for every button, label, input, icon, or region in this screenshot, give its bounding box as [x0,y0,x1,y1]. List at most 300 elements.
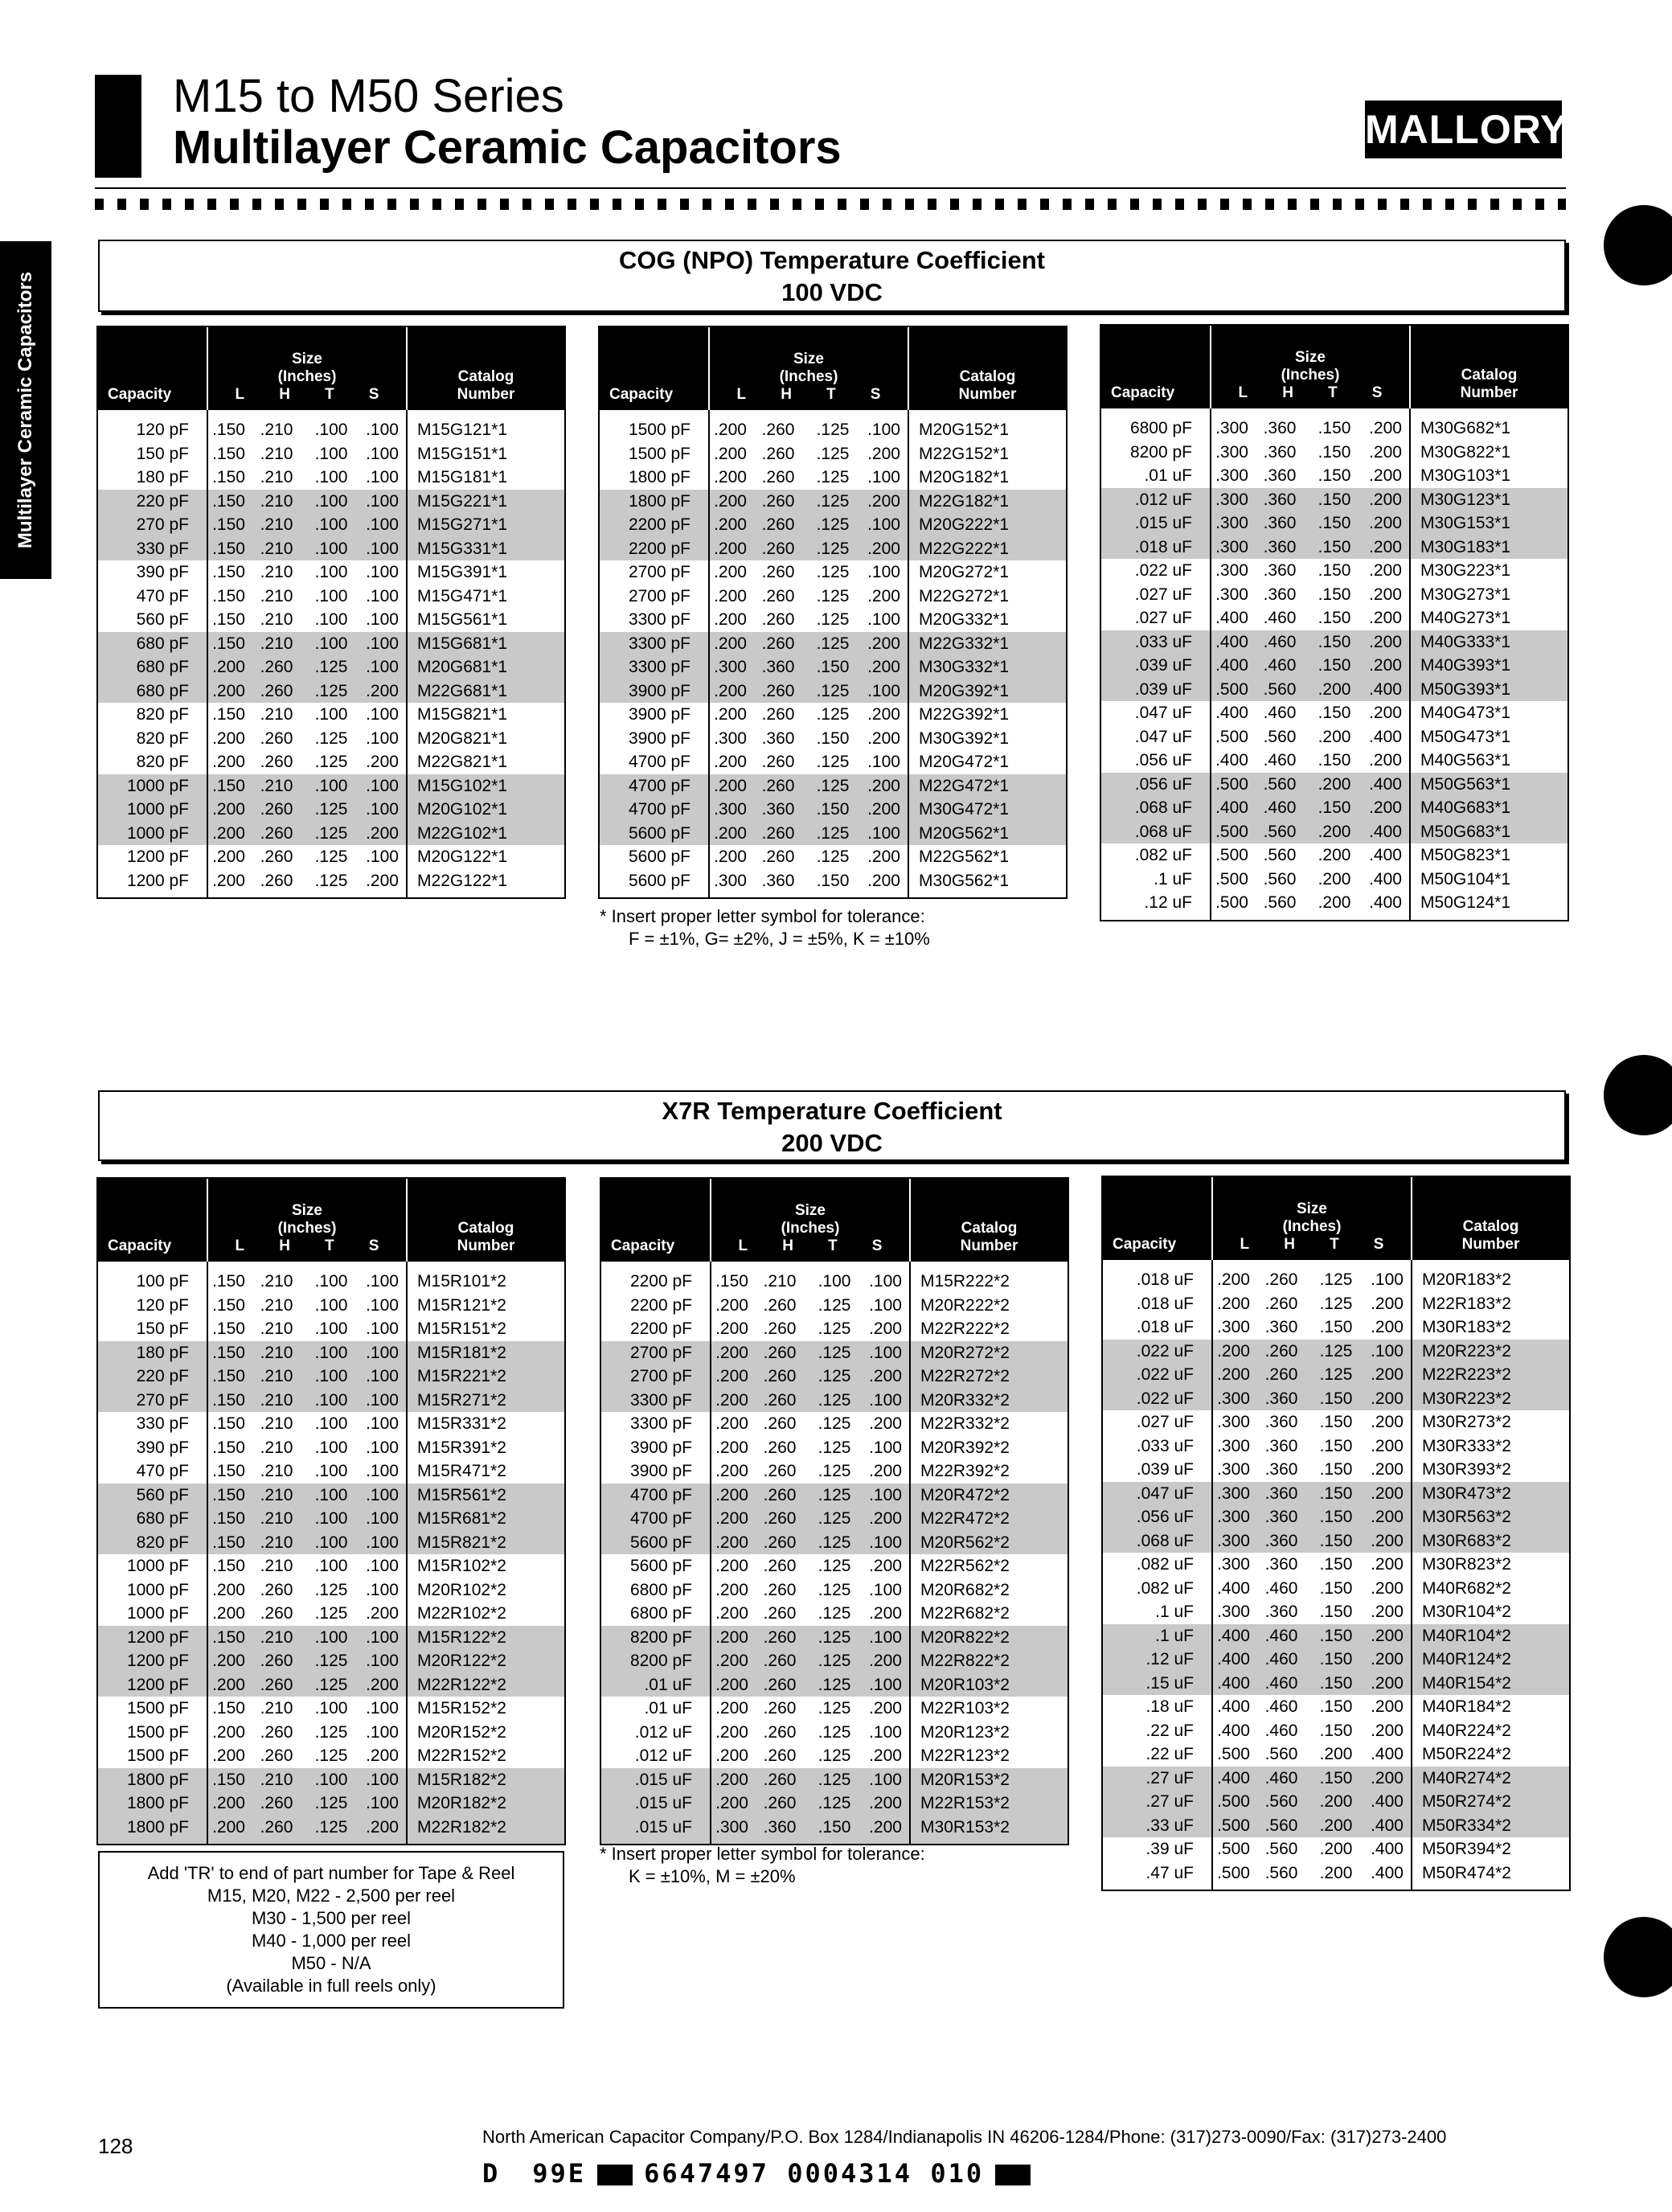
cell-h: .360 [752,1816,807,1845]
cell-h: .260 [249,822,304,846]
cell-h: .260 [752,1768,807,1792]
cell-t: .125 [1319,1270,1353,1289]
col-catalog-unit: Number [1460,384,1518,401]
cell-l: .500 [1211,725,1252,749]
cell-s: .100 [867,421,900,439]
cell-h: .260 [1264,1294,1298,1313]
table-row [98,1649,564,1673]
cell-catalog: M50R334*2 [1412,1814,1569,1838]
cell-catalog: M20R392*2 [910,1436,1068,1460]
cell-t: .150 [1319,1436,1353,1455]
cell-t: .125 [807,1531,862,1555]
cell-l: .200 [1212,1292,1254,1316]
cell-t: .100 [314,586,348,605]
cell-h: .260 [763,1722,797,1742]
table-row [98,1484,564,1508]
cell-catalog: M20G681*1 [407,655,564,679]
cell-l: .150 [207,1436,249,1460]
cell-capacity: 1000 pF [98,822,207,846]
cell-capacity: .068 uF [1101,796,1211,820]
table-row [600,585,1066,609]
cell-t: .125 [314,1722,348,1742]
table-row [601,1697,1068,1721]
table-row [98,1436,564,1460]
cell-capacity: .27 uF [1103,1790,1212,1814]
cell-capacity: .33 uF [1103,1814,1212,1838]
cell-l: .300 [709,727,751,751]
cell-capacity: 3900 pF [629,1462,692,1480]
x7r-table-2 [600,1177,1069,1845]
cell-h: .360 [1254,1387,1309,1411]
cell-s: .400 [1371,1863,1404,1882]
cell-t: .150 [1318,585,1351,604]
col-capacity: Capacity [98,1179,207,1262]
cell-s: .200 [867,444,900,463]
cell-h: .260 [260,1604,293,1623]
col-t: T [325,386,334,403]
cell-h: .210 [249,537,304,561]
cell-capacity: 1200 pF [98,1649,207,1673]
cell-s: .200 [1363,1387,1412,1411]
table-row [601,1484,1068,1508]
cell-h: .260 [752,1673,807,1697]
cell-h: .560 [1254,1814,1309,1838]
cell-catalog: M20R183*2 [1412,1260,1569,1292]
cell-capacity: 330 pF [136,1414,189,1433]
col-size [709,327,908,410]
table-row [98,1341,564,1365]
cell-l: .400 [1212,1624,1254,1648]
table-row [1103,1434,1569,1459]
table-row [98,1578,564,1603]
cell-l: .400 [1211,749,1252,773]
cell-s: .200 [867,586,900,605]
cell-t: .100 [304,774,359,798]
cell-t: .125 [818,1557,851,1575]
cell-catalog: M15G681*1 [407,632,564,656]
cell-l: .200 [207,798,249,822]
cell-h: .260 [249,1816,304,1845]
cell-t: .125 [818,1699,851,1717]
cell-t: .125 [805,822,860,846]
cell-catalog: M20R123*2 [910,1721,1068,1745]
table-row [1101,408,1568,441]
table-row [98,774,564,798]
cell-catalog: M22R822*2 [910,1649,1068,1673]
cell-catalog: M30R333*2 [1412,1434,1569,1459]
cell-t: .125 [818,1746,851,1765]
col-size-unit: (Inches) [277,368,337,385]
cell-s: .100 [366,468,399,486]
table-row [600,490,1066,514]
table-row [1101,654,1568,678]
cell-l: .150 [207,703,249,727]
col-catalog-label: Catalog [457,368,514,385]
cell-l: .150 [207,1507,249,1531]
cell-t: .150 [1318,442,1351,462]
cell-h: .560 [1252,820,1307,844]
cell-l: .200 [711,1436,752,1460]
cell-h: .360 [1264,1436,1298,1455]
cell-t: .150 [1319,1578,1353,1598]
cell-s: .100 [359,1365,407,1389]
col-capacity: Capacity [601,1179,711,1262]
cell-s: .200 [1363,1363,1412,1387]
cell-h: .210 [249,1484,304,1508]
cell-l: .500 [1211,773,1252,797]
cell-l: .300 [1211,464,1252,488]
cell-capacity: .068 uF [1101,820,1211,844]
cell-capacity: 2200 pF [600,537,709,561]
cell-catalog: M20R562*2 [910,1531,1068,1555]
title-bar-block [95,75,141,178]
cell-t: .150 [805,655,860,679]
cell-l: .200 [709,679,751,704]
cell-l: .150 [207,774,249,798]
cell-s: .100 [366,586,399,605]
cell-catalog: M22G821*1 [407,750,564,774]
table-row [98,1791,564,1816]
cell-t: .125 [807,1341,862,1365]
cell-l: .150 [207,1554,249,1578]
cell-capacity: 1500 pF [628,421,691,439]
print-code-b: 99E [532,2158,587,2189]
cell-s: .200 [869,1746,902,1765]
table-row [98,703,564,727]
cell-t: .150 [1319,1413,1353,1431]
cell-s: .200 [867,871,900,890]
cell-capacity: .027 uF [1134,609,1192,627]
col-catalog [407,1179,564,1262]
cell-capacity: 2700 pF [601,1341,711,1365]
x7r-note-line1: * Insert proper letter symbol for tolerance: [600,1844,925,1864]
cell-capacity: .047 uF [1103,1482,1212,1506]
cell-capacity: 560 pF [136,610,189,629]
cell-t: .125 [816,444,850,463]
cell-h: .460 [1263,704,1297,722]
cell-s: .400 [1363,1814,1412,1838]
cell-capacity: 2200 pF [629,1295,692,1315]
cell-t: .150 [1318,704,1351,722]
cell-catalog: M22G182*1 [908,490,1066,514]
cell-t: .150 [1318,466,1351,485]
cell-t: .125 [314,753,348,771]
cell-l: .300 [709,655,751,679]
table-row [98,410,564,442]
cell-capacity: 470 pF [136,586,189,605]
table-row [98,608,564,632]
cell-h: .210 [260,1414,293,1433]
cell-l: .300 [1211,441,1252,465]
cell-catalog: M30R563*2 [1412,1505,1569,1529]
table-row [601,1554,1068,1578]
cell-h: .210 [260,421,293,439]
cell-t: .150 [1307,796,1362,820]
cell-t: .125 [807,1389,862,1413]
cell-s: .200 [366,871,399,890]
cell-l: .200 [711,1626,752,1650]
cell-capacity: 5600 pF [601,1531,711,1555]
table-row [600,537,1066,561]
cell-s: .200 [359,1816,407,1845]
table-row [601,1649,1068,1673]
cell-catalog: M40G333*1 [1410,630,1568,655]
cell-t: .200 [1309,1814,1363,1838]
cell-catalog: M15R102*2 [407,1554,564,1578]
cell-capacity: 4700 pF [600,798,709,822]
print-code [482,2158,1042,2189]
cell-s: .100 [862,1389,910,1413]
cell-capacity: 560 pF [98,1484,207,1508]
cell-t: .125 [818,1604,851,1623]
cell-l: .400 [1211,701,1252,725]
cell-l: .200 [207,1816,249,1845]
cell-catalog: M20G222*1 [908,513,1066,537]
cell-capacity: 1000 pF [126,1580,189,1599]
cell-catalog: M15R471*2 [407,1459,564,1484]
cell-l: .200 [711,1578,752,1603]
cell-capacity: 180 pF [136,468,189,486]
cell-catalog: M50G683*1 [1410,820,1568,844]
table-row [601,1768,1068,1792]
cell-s: .200 [869,1414,902,1433]
reel-line: M15, M20, M22 - 2,500 per reel [207,1886,456,1906]
table-row [98,513,564,537]
cell-catalog: M40R154*2 [1412,1672,1569,1696]
cell-capacity: .12 uF [1144,893,1192,912]
cell-s: .200 [869,1699,902,1717]
cell-catalog: M40G273*1 [1410,606,1568,630]
cell-capacity: .022 uF [1103,1340,1212,1364]
table-row [1103,1505,1569,1529]
cell-s: .200 [1371,1436,1404,1455]
cell-s: .100 [359,537,407,561]
cell-h: .210 [260,1319,293,1338]
binder-hole [1604,205,1672,285]
cell-t: .125 [807,1484,862,1508]
cell-catalog: M15G471*1 [407,585,564,609]
capacitor-table [600,327,1066,897]
col-t: T [1328,384,1338,401]
cell-l: .300 [1211,488,1252,512]
cell-capacity: .1 uF [1103,1624,1212,1648]
binder-hole [1604,1917,1672,1997]
cell-catalog: M15R821*2 [407,1531,564,1555]
cell-capacity: 3300 pF [628,610,691,629]
cell-l: .200 [1212,1260,1254,1292]
cell-s: .200 [359,822,407,846]
cell-l: .500 [1212,1742,1254,1767]
cell-s: .200 [860,655,908,679]
table-row [1103,1600,1569,1624]
cell-h: .460 [1264,1721,1298,1740]
cell-h: .360 [1254,1482,1309,1506]
table-row [98,679,564,704]
cell-catalog: M22G122*1 [407,869,564,898]
cell-h: .260 [761,468,795,486]
x7r-table-1 [96,1177,566,1845]
cell-s: .200 [867,847,900,866]
cell-s: .200 [359,1673,407,1697]
cell-t: .100 [314,1699,348,1717]
cell-l: .200 [207,869,249,898]
cell-t: .125 [816,586,850,605]
cell-l: .400 [1211,630,1252,655]
cell-t: .125 [314,1746,348,1765]
cell-t: .200 [1307,820,1362,844]
cell-catalog: M20R102*2 [407,1578,564,1603]
cell-catalog: M30G123*1 [1410,488,1568,512]
cell-capacity: .18 uF [1145,1697,1194,1716]
cell-l: .150 [207,560,249,585]
table-row [601,1578,1068,1603]
cell-l: .200 [709,513,751,537]
cell-capacity: .018 uF [1136,1294,1194,1313]
cell-l: .200 [711,1531,752,1555]
cell-l: .150 [207,490,249,514]
table-row [1103,1695,1569,1719]
table-row [600,798,1066,822]
cell-capacity: 1200 pF [126,871,189,890]
cell-h: .460 [1254,1648,1309,1672]
cell-catalog: M20G152*1 [908,410,1066,442]
cell-s: .200 [1362,488,1410,512]
cell-h: .260 [1254,1340,1309,1364]
cell-h: .460 [1263,751,1297,769]
table-row [1103,1260,1569,1292]
cell-l: .300 [1211,536,1252,560]
cell-s: .200 [1369,442,1402,462]
col-l: L [1240,1236,1250,1253]
cell-l: .200 [709,703,751,727]
cell-t: .125 [816,468,850,486]
cell-s: .200 [1363,1529,1412,1553]
cell-h: .260 [763,1604,797,1623]
cell-catalog: M15G271*1 [407,513,564,537]
cell-catalog: M22G152*1 [908,442,1066,466]
col-catalog [1410,326,1568,408]
cell-t: .125 [818,1580,851,1599]
cell-l: .200 [711,1721,752,1745]
cell-s: .100 [366,610,399,629]
cell-capacity: 820 pF [136,728,189,748]
cell-catalog: M22G272*1 [908,585,1066,609]
cell-catalog: M15R391*2 [407,1436,564,1460]
col-l: L [1238,384,1248,401]
cell-capacity: .068 uF [1103,1529,1212,1553]
cell-s: .100 [366,444,399,463]
cell-s: .400 [1369,846,1402,864]
cell-l: .200 [711,1341,752,1365]
cell-s: .400 [1371,1745,1404,1763]
cell-h: .560 [1263,846,1297,864]
cell-h: .210 [260,705,293,724]
col-s: S [870,386,881,403]
cell-capacity: 1500 pF [126,1746,189,1765]
cell-t: .150 [1307,654,1362,678]
cell-catalog: M15G102*1 [407,774,564,798]
col-size-label: Size [793,351,825,367]
table-row [98,1768,564,1792]
cell-h: .560 [1252,773,1307,797]
cell-h: .210 [249,1626,304,1650]
cell-catalog: M30R823*2 [1412,1553,1569,1577]
cell-capacity: 680 pF [98,679,207,704]
cell-h: .210 [260,1699,293,1717]
cell-catalog: M40R224*2 [1412,1719,1569,1743]
table-row [98,869,564,898]
cell-s: .200 [1371,1555,1404,1574]
cell-t: .150 [1319,1697,1353,1716]
cell-l: .500 [1211,891,1252,920]
cell-s: .100 [862,1768,910,1792]
cell-l: .150 [207,632,249,656]
cell-catalog: M15R151*2 [407,1317,564,1341]
cell-t: .150 [1309,1505,1363,1529]
cell-capacity: .22 uF [1145,1745,1194,1763]
cell-h: .210 [249,1365,304,1389]
cell-catalog: M40R104*2 [1412,1624,1569,1648]
table-row [1101,701,1568,725]
cell-catalog: M20G122*1 [407,845,564,869]
cell-t: .125 [805,632,860,656]
cell-catalog: M50R224*2 [1412,1742,1569,1767]
cell-l: .150 [207,1262,249,1294]
cell-catalog: M50G124*1 [1410,891,1568,920]
cell-capacity: .015 uF [601,1768,711,1792]
table-row [1101,559,1568,583]
cog-voltage: 100 VDC [781,278,883,306]
col-catalog [407,327,564,410]
cell-t: .150 [1318,751,1351,769]
cell-l: .200 [711,1507,752,1531]
col-capacity: Capacity [1101,326,1211,408]
table-row [98,845,564,869]
cell-h: .260 [752,1365,807,1389]
cell-l: .200 [207,1649,249,1673]
cell-s: .400 [1371,1840,1404,1858]
cog-table-1 [96,326,566,899]
table-row [1103,1767,1569,1791]
cell-l: .300 [709,869,751,898]
col-t: T [1330,1236,1339,1253]
cell-l: .150 [207,1697,249,1721]
cell-t: .200 [1318,869,1351,888]
table-row [98,466,564,490]
cell-catalog: M30G332*1 [908,655,1066,679]
cell-s: .100 [862,1341,910,1365]
cell-catalog: M20R103*2 [910,1673,1068,1697]
table-row [1101,773,1568,797]
cell-capacity: .22 uF [1145,1721,1194,1740]
col-l: L [235,1237,245,1254]
cell-h: .560 [1263,727,1297,746]
cell-catalog: M40R682*2 [1412,1577,1569,1601]
cell-capacity: 270 pF [98,513,207,537]
cell-catalog: M40R274*2 [1412,1767,1569,1791]
cell-capacity: 330 pF [98,537,207,561]
cell-catalog: M22R472*2 [910,1507,1068,1531]
cell-l: .400 [1212,1672,1254,1696]
col-capacity: Capacity [600,327,709,410]
table-row [601,1341,1068,1365]
cell-capacity: .015 uF [1101,511,1211,536]
cell-l: .150 [207,537,249,561]
cell-catalog: M20G392*1 [908,679,1066,704]
cell-l: .300 [1211,583,1252,607]
cell-s: .200 [860,490,908,514]
col-size [1211,326,1410,408]
